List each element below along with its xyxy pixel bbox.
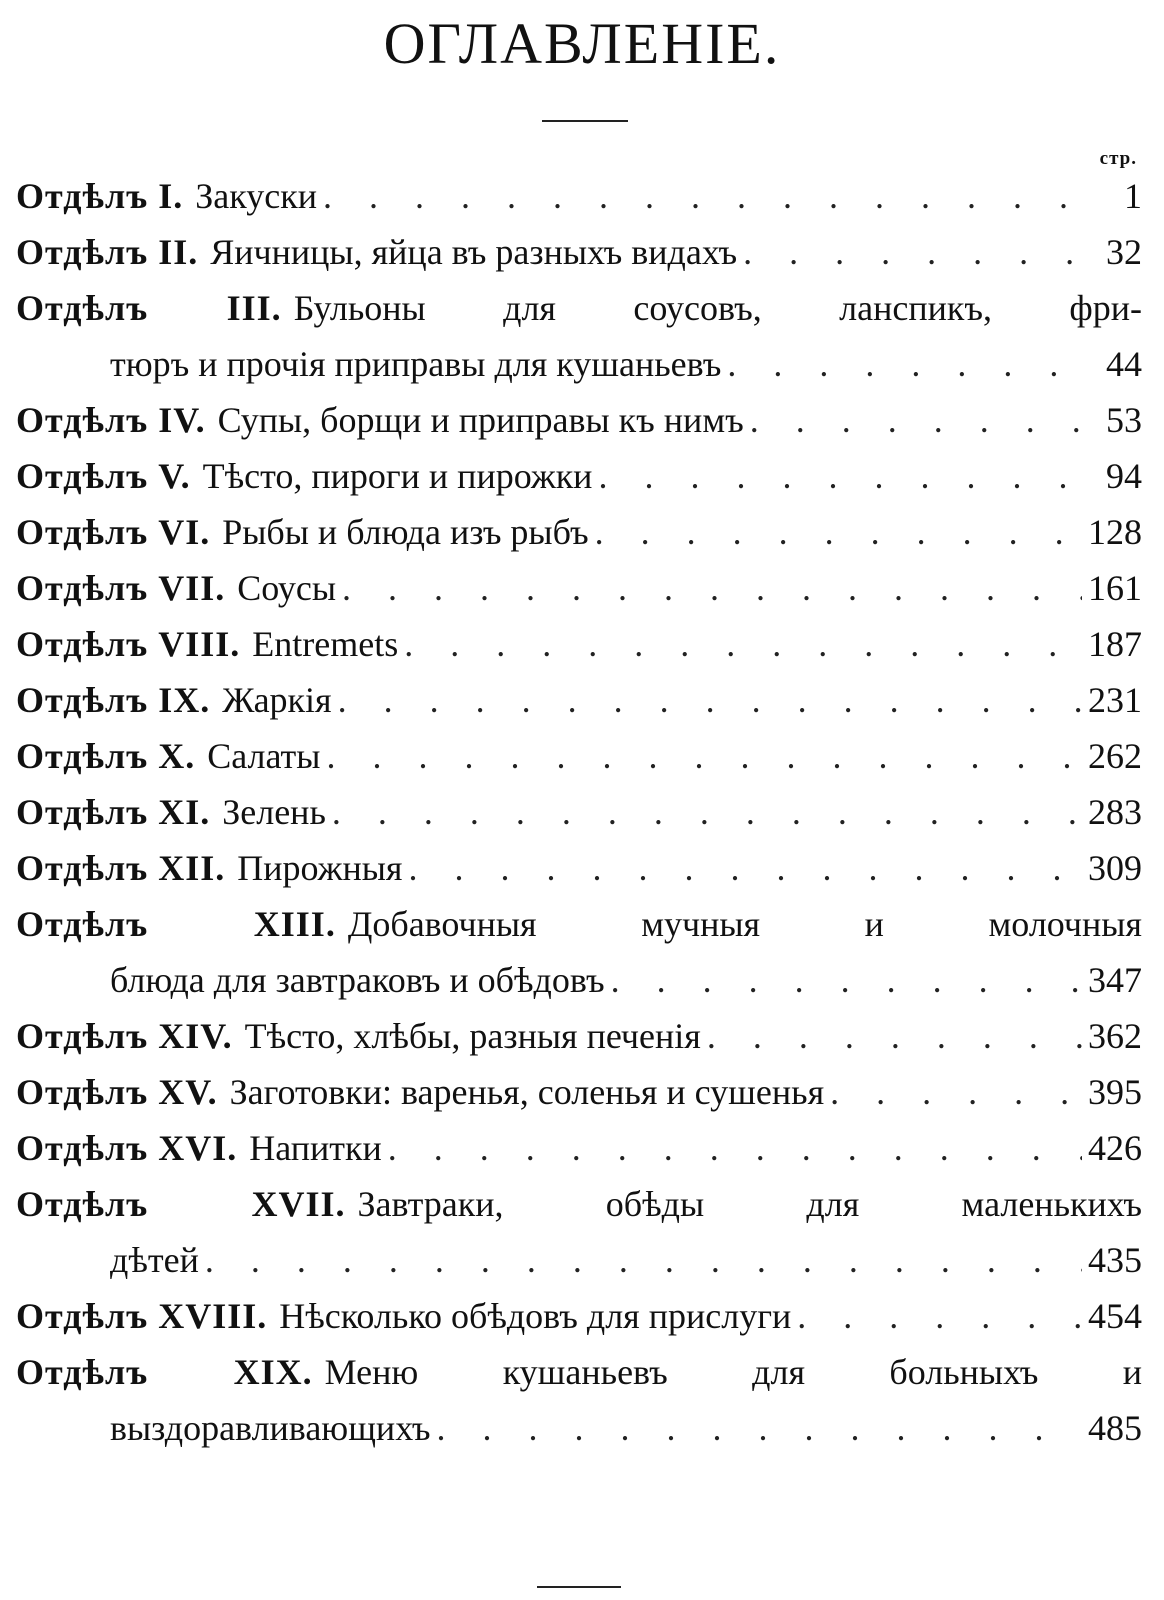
toc-line: [16, 1400, 1142, 1456]
page-number: 128: [1088, 512, 1142, 552]
section-title: Напитки: [249, 1128, 382, 1168]
dot-leader: [332, 784, 1082, 840]
section-title: тюръ и прочія приправы для кушаньевъ: [110, 344, 722, 384]
page-number: 426: [1088, 1128, 1142, 1168]
dot-leader: [743, 224, 1096, 280]
toc-entry: [16, 504, 1142, 560]
dot-leader: [707, 1008, 1082, 1064]
section-title: Закуски: [195, 176, 317, 216]
toc-line: [16, 168, 1142, 224]
toc-entry: [16, 1176, 1142, 1288]
section-title: Жаркія: [222, 680, 332, 720]
section-title: Соусы: [237, 568, 337, 608]
dot-leader: [598, 448, 1096, 504]
section-title: Меню кушаньевъ для больныхъ и: [324, 1352, 1142, 1392]
dot-leader: [750, 392, 1096, 448]
table-of-contents: [16, 168, 1142, 1456]
toc-entry: [16, 168, 1142, 224]
toc-line: [16, 224, 1142, 280]
page-number: 1: [1124, 176, 1142, 216]
section-number: Отдѣлъ XVII.: [16, 1184, 346, 1224]
toc-line: [16, 1064, 1142, 1120]
page-number: 309: [1088, 848, 1142, 888]
dot-leader: [342, 560, 1082, 616]
toc-entry: [16, 1008, 1142, 1064]
page-number: 435: [1088, 1240, 1142, 1280]
section-title: Завтраки, обѣды для маленькихъ: [357, 1184, 1142, 1224]
toc-entry: [16, 280, 1142, 392]
toc-line: [16, 448, 1142, 504]
section-number: Отдѣлъ VIII.: [16, 624, 241, 664]
dot-leader: [338, 672, 1082, 728]
dot-leader: [436, 1400, 1082, 1456]
section-title: Зелень: [222, 792, 326, 832]
toc-entry: [16, 1344, 1142, 1456]
page-number: 187: [1088, 624, 1142, 664]
dot-leader: [797, 1288, 1082, 1344]
section-number: Отдѣлъ II.: [16, 232, 199, 272]
section-title: блюда для завтраковъ и обѣдовъ: [110, 960, 605, 1000]
section-number: Отдѣлъ XIII.: [16, 904, 336, 944]
toc-line: [16, 1344, 1142, 1400]
section-title: Нѣсколько обѣдовъ для прислуги: [279, 1296, 792, 1336]
section-number: Отдѣлъ XI.: [16, 792, 211, 832]
section-number: Отдѣлъ X.: [16, 736, 196, 776]
section-number: Отдѣлъ XVI.: [16, 1128, 238, 1168]
toc-line: [16, 560, 1142, 616]
page-title: ОГЛАВЛЕНІЕ.: [383, 11, 781, 76]
toc-line: [16, 1008, 1142, 1064]
dot-leader: [595, 504, 1082, 560]
toc-entry: [16, 896, 1142, 1008]
toc-line: [16, 336, 1142, 392]
dot-leader: [404, 616, 1082, 672]
section-title: Салаты: [207, 736, 321, 776]
section-title: Бульоны для соусовъ, ланспикъ, фри-: [293, 288, 1143, 328]
section-title: Entremets: [252, 624, 399, 664]
page-number: 283: [1088, 792, 1142, 832]
dot-leader: [611, 952, 1082, 1008]
section-number: Отдѣлъ XII.: [16, 848, 226, 888]
toc-line: [16, 1176, 1142, 1232]
toc-line: [16, 1288, 1142, 1344]
section-title: Пирожныя: [237, 848, 403, 888]
toc-entry: [16, 448, 1142, 504]
page-column-header: стр.: [1099, 148, 1137, 169]
section-number: Отдѣлъ VII.: [16, 568, 226, 608]
page-number: 362: [1088, 1016, 1142, 1056]
section-number: Отдѣлъ III.: [16, 288, 282, 328]
section-title: Заготовки: варенья, соленья и сушенья: [229, 1072, 825, 1112]
section-title: дѣтей: [110, 1240, 199, 1280]
section-number: Отдѣлъ I.: [16, 176, 184, 216]
toc-entry: [16, 728, 1142, 784]
toc-entry: [16, 1064, 1142, 1120]
section-number: Отдѣлъ XVIII.: [16, 1296, 268, 1336]
section-title: Рыбы и блюда изъ рыбъ: [222, 512, 589, 552]
section-title: Тѣсто, пироги и пирожки: [202, 456, 593, 496]
toc-line: [16, 616, 1142, 672]
toc-line: [16, 392, 1142, 448]
page-number: 485: [1088, 1408, 1142, 1448]
toc-line: [16, 280, 1142, 336]
footer-divider: [537, 1586, 621, 1588]
section-number: Отдѣлъ XIX.: [16, 1352, 313, 1392]
section-number: Отдѣлъ VI.: [16, 512, 211, 552]
dot-leader: [205, 1232, 1082, 1288]
dot-leader: [323, 168, 1096, 224]
toc-line: [16, 952, 1142, 1008]
toc-entry: [16, 224, 1142, 280]
dot-leader: [409, 840, 1083, 896]
page-number: 454: [1088, 1296, 1142, 1336]
toc-line: [16, 1232, 1142, 1288]
toc-entry: [16, 672, 1142, 728]
title-divider: [542, 120, 628, 122]
section-title: выздоравливающихъ: [110, 1408, 431, 1448]
page-number: 32: [1106, 232, 1142, 272]
section-number: Отдѣлъ IV.: [16, 400, 206, 440]
toc-entry: [16, 560, 1142, 616]
section-title: Добавочныя мучныя и молочныя: [347, 904, 1142, 944]
dot-leader: [388, 1120, 1082, 1176]
page-number: 53: [1106, 400, 1142, 440]
toc-line: [16, 896, 1142, 952]
page-number: 262: [1088, 736, 1142, 776]
section-number: Отдѣлъ V.: [16, 456, 191, 496]
toc-entry: [16, 1288, 1142, 1344]
toc-entry: [16, 616, 1142, 672]
page-number: 231: [1088, 680, 1142, 720]
toc-line: [16, 504, 1142, 560]
page-number: 347: [1088, 960, 1142, 1000]
toc-line: [16, 672, 1142, 728]
section-title: Тѣсто, хлѣбы, разныя печенія: [244, 1016, 701, 1056]
toc-entry: [16, 392, 1142, 448]
toc-entry: [16, 840, 1142, 896]
toc-line: [16, 1120, 1142, 1176]
section-number: Отдѣлъ IX.: [16, 680, 211, 720]
page-number: 395: [1088, 1072, 1142, 1112]
toc-line: [16, 728, 1142, 784]
section-title: Супы, борщи и приправы къ нимъ: [217, 400, 744, 440]
section-title: Яичницы, яйца въ разныхъ видахъ: [210, 232, 738, 272]
page-number: 44: [1106, 344, 1142, 384]
dot-leader: [830, 1064, 1082, 1120]
dot-leader: [326, 728, 1082, 784]
dot-leader: [727, 336, 1096, 392]
toc-entry: [16, 784, 1142, 840]
section-number: Отдѣлъ XV.: [16, 1072, 218, 1112]
toc-line: [16, 840, 1142, 896]
toc-line: [16, 784, 1142, 840]
toc-entry: [16, 1120, 1142, 1176]
page-number: 94: [1106, 456, 1142, 496]
section-number: Отдѣлъ XIV.: [16, 1016, 233, 1056]
page-number: 161: [1088, 568, 1142, 608]
